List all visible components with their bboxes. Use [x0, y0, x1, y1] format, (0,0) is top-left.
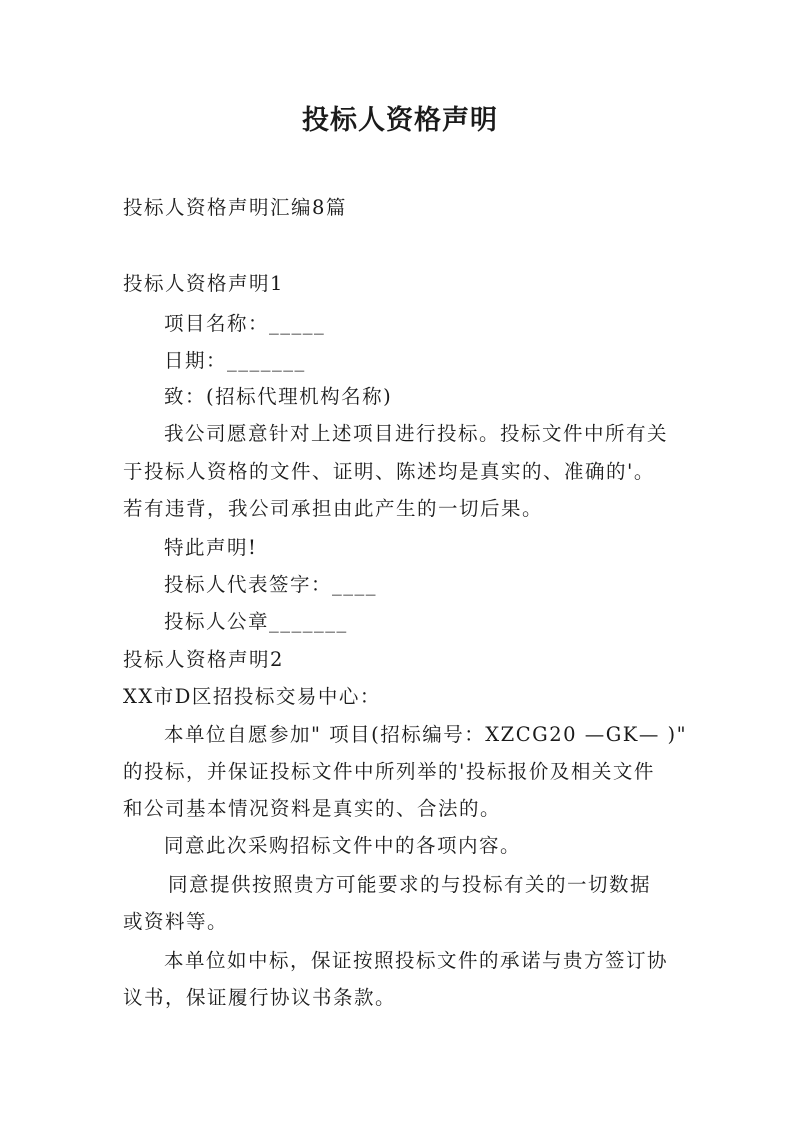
section1-paragraph-line: 于投标人资格的文件、证明、陈述均是真实的、准确的'。: [123, 460, 655, 483]
seal-line: 投标人公章_______: [164, 610, 348, 633]
section2-paragraph-line: 的投标，并保证投标文件中所列举的'投标报价及相关文件: [123, 760, 655, 783]
section2-paragraph-line: 议书，保证履行协议书条款。: [123, 986, 397, 1009]
section2-paragraph-line: 同意提供按照贵方可能要求的与投标有关的一切数据: [168, 873, 652, 896]
document-title: 投标人资格声明: [302, 105, 498, 136]
section2-paragraph-line: 和公司基本情况资料是真实的、合法的。: [123, 797, 502, 820]
section1-paragraph-line: 我公司愿意针对上述项目进行投标。投标文件中所有关: [164, 422, 669, 445]
section2-paragraph-line: 本单位如中标，保证按照投标文件的承诺与贵方签订协: [164, 949, 669, 972]
declaration-line: 特此声明!: [164, 536, 258, 559]
section1-heading: 投标人资格声明1: [123, 272, 284, 295]
recipient-line: XX市D区招投标交易中心：: [123, 685, 381, 708]
section2-paragraph-line: 同意此次采购招标文件中的各项内容。: [164, 834, 522, 857]
section2-heading: 投标人资格声明2: [123, 648, 284, 671]
section2-paragraph-line: 或资料等。: [123, 910, 229, 933]
section2-paragraph-line: 本单位自愿参加" 项目(招标编号：XZCG20 —GK— )": [164, 723, 688, 746]
date-line: 日期：_______: [164, 349, 306, 372]
document-subtitle: 投标人资格声明汇编8篇: [123, 196, 347, 219]
project-name-line: 项目名称：_____: [164, 312, 326, 335]
section1-paragraph-line: 若有违背，我公司承担由此产生的一切后果。: [123, 497, 544, 520]
signature-line: 投标人代表签字：____: [164, 573, 378, 596]
addressee-line: 致：(招标代理机构名称): [164, 385, 393, 408]
